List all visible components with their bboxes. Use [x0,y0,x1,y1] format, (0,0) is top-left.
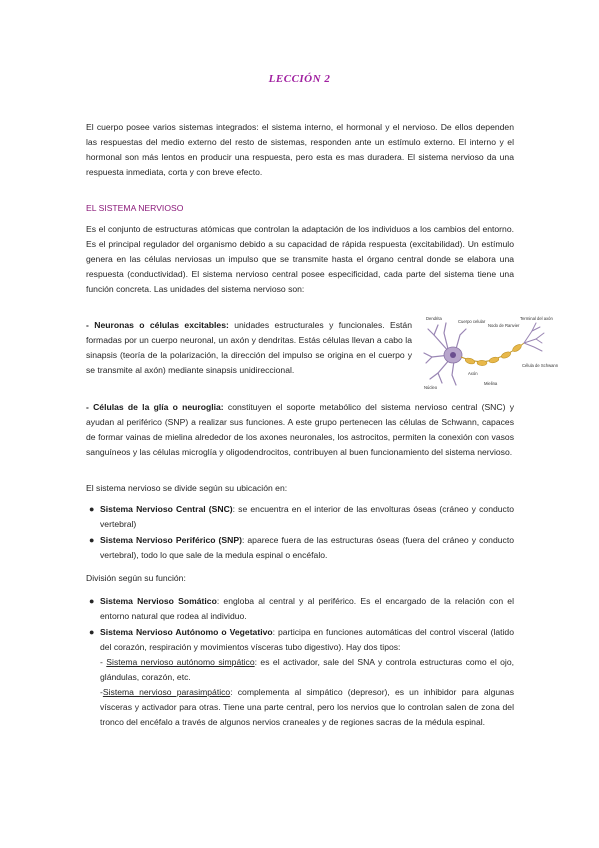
neurons-label: - Neuronas o células excitables: [86,320,229,330]
neurons-paragraph [86,318,412,378]
section-heading: EL SISTEMA NERVIOSO [86,203,184,213]
glia-text: constituyen el soporte metabólico del sistema nervioso central (SNC) y ayudan al periférico (SNP) a realizar sus funciones. A este grupo pertenecen las células de Schwann, capaces de formar vainas de mielina alrededor de los axones neuronales, los astrocitos, permiten la conexión con vasos sanguíneos y las células microglía y oligodendrocitos, contribuyen al buen funcionamiento del sistema nervioso. [86,402,514,457]
bullet-icon: ● [89,627,95,637]
location-intro: El sistema nervioso se divide según su ubicación en: [86,483,288,493]
label-ranvier: Nodo de Ranvier [488,323,520,328]
section-paragraph: Es el conjunto de estructuras atómicas que controlan la adaptación de los individuos a los cambios del entorno. Es el principal regulador del organismo debido a su capacidad de rápida respuesta (excitabilidad). Un estímulo genera en las células nerviosas un impulso que se transmite hasta el órgano central donde se elabora una respuesta (conductividad). El sistema nervioso central posee especificidad, cada parte del sistema tiene una función concreta. Las unidades del sistema nervioso son: [86,224,514,294]
item-text: : participa en funciones automáticas del control visceral (latido del corazón, respiración y movimientos vísceras tubo digestivo). Hay dos tipos: [100,627,514,652]
list-item [86,502,514,532]
label-dendrites: Dendrita [426,316,442,321]
list-item [86,594,514,624]
item-label: Sistema Nervioso Somático [100,596,217,606]
sub-text: : es el activador, sale del SNA y controla estructuras como el ojo, glándulas, corazón, etc. [100,657,515,682]
bullet-icon: ● [89,535,95,545]
label-nucleus: Núcleo [424,385,438,390]
list-item [86,533,514,563]
glia-label: - Células de la glía o neuroglia: [86,402,224,412]
bullet-icon: ● [89,504,95,514]
neuron-diagram [420,313,559,391]
function-intro: División según su función: [86,573,186,583]
sub-prefix: - [100,687,103,697]
function-list [86,594,514,731]
label-cell-body: Cuerpo celular [458,319,486,324]
item-text: : aparece fuera de las estructuras óseas (fuera del cráneo y conducto vertebral), todo lo que sale de la medula espinal o encéfalo. [100,535,514,560]
parasympathetic-item [100,685,514,730]
label-myelin: Mielina [484,381,498,386]
item-label: Sistema Nervioso Periférico (SNP) [100,535,242,545]
item-text: : engloba al central y al periférico. Es el encargado de la relación con el entorno natural que rodea al individuo. [100,596,514,621]
item-label: Sistema Nervioso Central (SNC) [100,504,233,514]
glia-paragraph [86,400,514,460]
location-list [86,502,514,564]
neurons-text: unidades estructurales y funcionales. Están formadas por un cuerpo neuronal, un axón y dendritas. Estás células llevan a cabo la sinapsis (teoría de la polarización, la dirección del impulso se origina en el cuerpo y se transmite al axón) mediante sinapsis unidireccional. [86,320,412,375]
sub-label: Sistema nervioso parasimpático [102,687,231,697]
sub-prefix: - [100,657,107,667]
sub-text: : complementa al simpático (depresor), es un inhibidor para algunas vísceras y activador para otras. Tiene una parte central, pero los nervios que lo controlan salen de zona del tronco del encéfalo a través de algunos nervios craneales y de regiones sacras de la médula espinal. [100,687,514,727]
page-title: LECCIÓN 2 [268,73,331,85]
label-schwann: Célula de Schwann [522,363,559,368]
label-terminal: Terminal del axón [520,316,553,321]
intro-paragraph: El cuerpo posee varios sistemas integrados: el sistema interno, el hormonal y el nervioso. De ellos dependen las respuestas del medio externo del resto de sistemas, responden ante un estímulo externo. El interno y el hormonal son más lentos en producir una respuesta, pero esta es mas duradera. El sistema nervioso da una respuesta inmediata, corta y con breve efecto. [86,122,514,177]
item-label: Sistema Nervioso Autónomo o Vegetativo [100,627,273,637]
list-item [86,625,514,730]
item-text: : se encuentra en el interior de las envolturas óseas (cráneo y conducto vertebral) [100,504,514,529]
sympathetic-item [100,655,514,685]
bullet-icon: ● [89,596,95,606]
label-axon: Axón [468,371,478,376]
sub-label: Sistema nervioso autónomo simpático [106,657,255,667]
